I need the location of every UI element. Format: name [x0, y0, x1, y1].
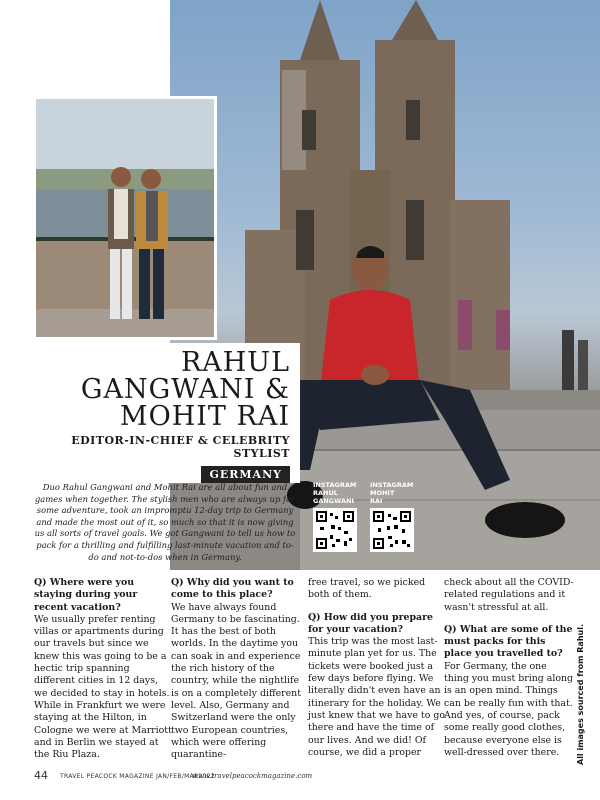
qr-label: INSTAGRAM MOHIT RAI [370, 481, 414, 505]
page-footer [34, 769, 574, 786]
qr-label: INSTAGRAM RAHUL GANGWANI [313, 481, 357, 505]
two-men-illustration [36, 99, 217, 340]
article-title-line-3: MOHIT RAI [119, 401, 290, 432]
qr-code-mohit[interactable] [370, 481, 422, 552]
question: Q) Why did you want to come to this place? [171, 577, 294, 601]
answer: This trip was the most last-minute plan yet for us. The tickets were booked just a few days before flying. We literally didn't even have an itinerary for the holiday. We just knew that we have to go there and have the time of our lives. And we did! Of course, we did a proper [308, 636, 445, 758]
article-title-line-1: RAHUL [180, 347, 290, 378]
column-2 [171, 577, 309, 761]
article-title-line-2: GANGWANI & [80, 374, 290, 405]
question: Q) What are some of the must packs for this place you travelled to? [444, 623, 573, 660]
image-credit: All images sourced from Rahul. [576, 624, 585, 765]
answer-continued: free travel, so we picked both of them. [308, 577, 426, 601]
column-1 [34, 577, 172, 761]
qr-code-icon [313, 508, 357, 552]
magazine-url[interactable]: www.travelpeacockmagazine.com [192, 772, 313, 780]
question: Q) How did you prepare for your vacation? [308, 611, 434, 635]
answer: For Germany, the one thing you must bring along is an open mind. Things can be really fun with that. And yes, of course, pack some really good clothes, because everyone else is well-dressed over there. [444, 660, 574, 758]
answer: We usually prefer renting villas or apartments during our travels but since we knew this was going to be a hectic trip spanning different cities in 12 days, we decided to stay in hotels. While in Frankfurt we were staying at the Hilton, in Cologne we were at Marriott and in Berlin we stayed at the Riu Plaza. [34, 613, 172, 761]
magazine-name: TRAVEL PEACOCK MAGAZINE JAN/FEB/MAR2022 [60, 773, 215, 780]
question: Q) Where were you staying during your recent vacation? [34, 577, 138, 613]
column-3 [308, 577, 446, 759]
article-subtitle: EDITOR-IN-CHIEF & CELEBRITY STYLIST [71, 434, 290, 460]
article-intro: Duo Rahul Gangwani and Mohit Rai are all about fun and games when together. The stylish men who are always up for some adventure, took an impromptu 12-day trip to Germany and made the most out of it, so much so that it is now giving us all sorts of travel goals. We got Gangwani to tell us how to pack for a thrilling and fulfilling last-minute vacation and to-do and not-to-dos when in Germany. [34, 482, 296, 562]
answer-continued: check about all the COVID-related regulations and it wasn't stressful at all. [444, 577, 574, 613]
inset-photo [33, 96, 217, 340]
qr-code-rahul[interactable] [313, 481, 365, 552]
qr-code-icon [370, 508, 414, 552]
location-badge: GERMANY [201, 466, 290, 483]
page-number: 44 [34, 769, 48, 782]
title-block [34, 343, 300, 483]
answer: We have always found Germany to be fascinating. It has the best of both worlds. In the daytime you can soak in and experience the rich history of the country, while the nightlife is on a completely different level. Also, Germany and Switzerland were the only two European countries, which were offering quarantine- [171, 601, 301, 761]
column-4 [444, 577, 574, 759]
